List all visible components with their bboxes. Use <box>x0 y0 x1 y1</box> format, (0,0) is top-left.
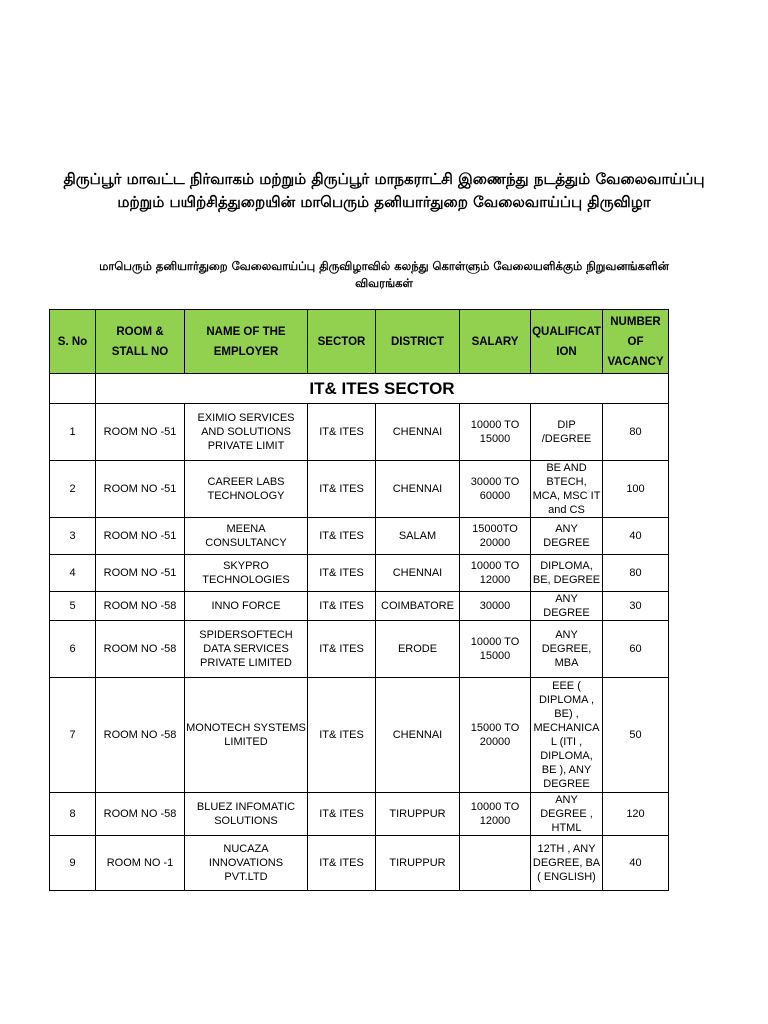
cell-sno: 1 <box>50 404 96 461</box>
cell-employer: SPIDERSOFTECH DATA SERVICES PRIVATE LIMITED <box>185 621 308 678</box>
cell-sno: 5 <box>50 592 96 621</box>
table-header-row <box>50 310 669 374</box>
table-row <box>50 518 669 555</box>
cell-vacancy: 60 <box>603 621 669 678</box>
cell-qualification: 12TH , ANY DEGREE, BA ( ENGLISH) <box>531 836 603 891</box>
header-sno: S. No <box>50 310 96 374</box>
cell-district: TIRUPPUR <box>376 836 460 891</box>
cell-district: COIMBATORE <box>376 592 460 621</box>
cell-employer: NUCAZA INNOVATIONS PVT.LTD <box>185 836 308 891</box>
table-row <box>50 793 669 836</box>
table-row <box>50 836 669 891</box>
cell-sno: 9 <box>50 836 96 891</box>
cell-qualification: DIP /DEGREE <box>531 404 603 461</box>
cell-employer: EXIMIO SERVICES AND SOLUTIONS PRIVATE LIMIT <box>185 404 308 461</box>
cell-salary: 30000 TO 60000 <box>460 461 531 518</box>
cell-qualification: ANY DEGREE <box>531 592 603 621</box>
cell-employer: BLUEZ INFOMATIC SOLUTIONS <box>185 793 308 836</box>
cell-sector: IT& ITES <box>308 555 376 592</box>
title-line-1: திருப்பூர் மாவட்ட நிர்வாகம் மற்றும் திருப்பூர் மாநகராட்சி இணைந்து நடத்தும் வேலைவாய்ப்பு <box>63 170 705 188</box>
cell-room: ROOM NO -51 <box>96 518 185 555</box>
cell-sno: 7 <box>50 678 96 793</box>
cell-room: ROOM NO -58 <box>96 592 185 621</box>
cell-district: CHENNAI <box>376 461 460 518</box>
cell-district: CHENNAI <box>376 555 460 592</box>
cell-employer: INNO FORCE <box>185 592 308 621</box>
cell-sector: IT& ITES <box>308 592 376 621</box>
header-vacancy: NUMBER OF VACANCY <box>603 310 669 374</box>
cell-room: ROOM NO -51 <box>96 404 185 461</box>
document-subtitle <box>40 258 728 292</box>
cell-salary: 10000 TO 15000 <box>460 404 531 461</box>
cell-qualification: ANY DEGREE, MBA <box>531 621 603 678</box>
cell-salary: 15000 TO 20000 <box>460 678 531 793</box>
cell-salary <box>460 836 531 891</box>
cell-sno: 8 <box>50 793 96 836</box>
cell-vacancy: 40 <box>603 518 669 555</box>
header-sector: SECTOR <box>308 310 376 374</box>
cell-district: CHENNAI <box>376 404 460 461</box>
table-row <box>50 404 669 461</box>
cell-salary: 15000TO 20000 <box>460 518 531 555</box>
cell-sector: IT& ITES <box>308 461 376 518</box>
cell-vacancy: 100 <box>603 461 669 518</box>
cell-vacancy: 80 <box>603 404 669 461</box>
cell-employer: CAREER LABS TECHNOLOGY <box>185 461 308 518</box>
subtitle-line-1: மாபெரும் தனியார்துறை வேலைவாய்ப்பு திருவிழாவில் கலந்து கொள்ளும் வேலையளிக்கும் நிறுவனங்களின் <box>99 259 669 273</box>
cell-sector: IT& ITES <box>308 404 376 461</box>
cell-room: ROOM NO -58 <box>96 621 185 678</box>
cell-room: ROOM NO -1 <box>96 836 185 891</box>
cell-sno: 2 <box>50 461 96 518</box>
header-district: DISTRICT <box>376 310 460 374</box>
cell-room: ROOM NO -51 <box>96 555 185 592</box>
cell-employer: SKYPRO TECHNOLOGIES <box>185 555 308 592</box>
table-row <box>50 461 669 518</box>
cell-qualification: EEE ( DIPLOMA , BE) , MECHANICAL (ITI , DIPLOMA, BE ), ANY DEGREE <box>531 678 603 793</box>
title-line-2: மற்றும் பயிற்சித்துறையின் மாபெரும் தனியார்துறை வேலைவாய்ப்பு திருவிழா <box>117 193 651 211</box>
cell-sno: 3 <box>50 518 96 555</box>
cell-sector: IT& ITES <box>308 621 376 678</box>
cell-sno: 4 <box>50 555 96 592</box>
table-row <box>50 621 669 678</box>
cell-sector: IT& ITES <box>308 518 376 555</box>
cell-vacancy: 120 <box>603 793 669 836</box>
cell-employer: MONOTECH SYSTEMS LIMITED <box>185 678 308 793</box>
employer-table <box>49 309 669 891</box>
cell-salary: 30000 <box>460 592 531 621</box>
cell-vacancy: 50 <box>603 678 669 793</box>
cell-room: ROOM NO -58 <box>96 793 185 836</box>
cell-salary: 10000 TO 12000 <box>460 793 531 836</box>
table-row <box>50 678 669 793</box>
document-title <box>20 168 748 214</box>
cell-sector: IT& ITES <box>308 793 376 836</box>
cell-sector: IT& ITES <box>308 678 376 793</box>
cell-district: ERODE <box>376 621 460 678</box>
cell-salary: 10000 TO 15000 <box>460 621 531 678</box>
cell-vacancy: 40 <box>603 836 669 891</box>
cell-vacancy: 80 <box>603 555 669 592</box>
table-row <box>50 555 669 592</box>
cell-district: TIRUPPUR <box>376 793 460 836</box>
cell-district: SALAM <box>376 518 460 555</box>
cell-room: ROOM NO -58 <box>96 678 185 793</box>
cell-employer: MEENA CONSULTANCY <box>185 518 308 555</box>
cell-vacancy: 30 <box>603 592 669 621</box>
cell-salary: 10000 TO 12000 <box>460 555 531 592</box>
header-room: ROOM & STALL NO <box>96 310 185 374</box>
cell-sno: 6 <box>50 621 96 678</box>
section-title: IT& ITES SECTOR <box>96 374 669 404</box>
cell-qualification: ANY DEGREE <box>531 518 603 555</box>
cell-qualification: BE AND BTECH, MCA, MSC IT and CS <box>531 461 603 518</box>
table-row <box>50 592 669 621</box>
subtitle-line-2: விவரங்கள் <box>355 276 413 290</box>
cell-qualification: DIPLOMA, BE, DEGREE <box>531 555 603 592</box>
header-employer: NAME OF THE EMPLOYER <box>185 310 308 374</box>
section-row <box>50 374 669 404</box>
cell-district: CHENNAI <box>376 678 460 793</box>
cell-sector: IT& ITES <box>308 836 376 891</box>
cell-room: ROOM NO -51 <box>96 461 185 518</box>
section-blank-cell <box>50 374 96 404</box>
cell-qualification: ANY DEGREE , HTML <box>531 793 603 836</box>
header-qualification: QUALIFICATION <box>531 310 603 374</box>
header-salary: SALARY <box>460 310 531 374</box>
